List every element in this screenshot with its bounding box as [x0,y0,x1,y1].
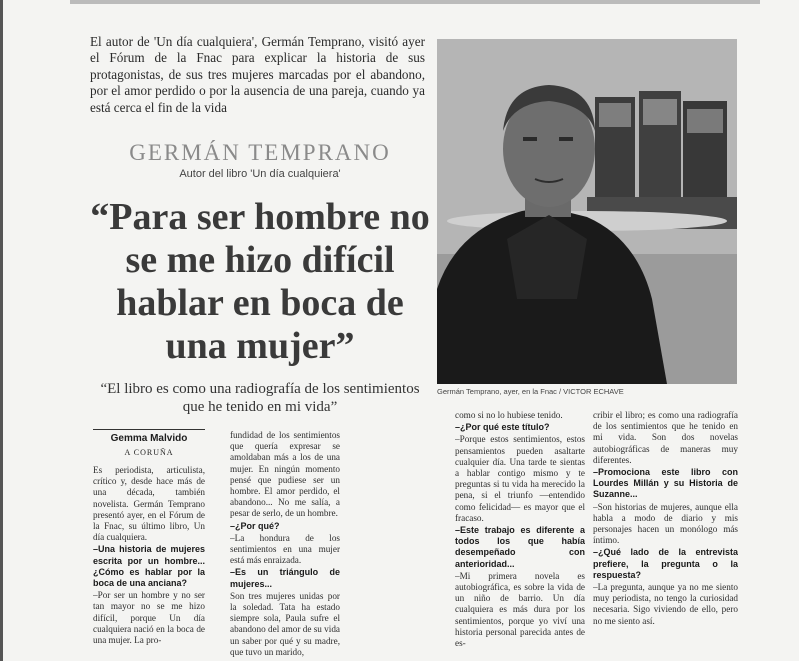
body-paragraph: –Son historias de mujeres, aunque ella habla a modo de diario y mis personajes hacen un monólogo más íntimo. [593,501,738,546]
interview-question: –¿Por qué? [230,520,280,531]
interview-question: –Una historia de mujeres escrita por un hombre... ¿Cómo es hablar por la boca de una anciana? [93,544,205,589]
body-paragraph: cribir el libro; es como una radiografía de los sentimientos que he tenido en mi vida. Son dos novelas autobiográficas de maneras muy diferentes. [593,410,738,465]
author-name: GERMÁN TEMPRANO [129,140,391,165]
article-byline: Gemma Malvido [110,433,188,444]
interview-question: –Este trabajo es diferente a todos los que había desempeñado con anterioridad... [455,525,585,569]
photo-caption: Germán Temprano, ayer, en la Fnac / VICTOR ECHAVE [437,387,624,396]
article-dateline: A CORUÑA [124,448,174,457]
body-column-4 [593,410,738,661]
article-standfirst: El autor de 'Un día cualquiera', Germán Temprano, visitó ayer el Fórum de la Fnac para explicar la historia de sus protagonistas, de sus tres mujeres marcadas por el abandono, por el amor perdido o por la ausencia de una pareja, cuando ya está cerca el fin de la vida [90,34,425,115]
byline-rule [93,429,205,430]
body-paragraph: Es periodista, articulista, crítico y, desde hace más de una década, también novelista. Germán Temprano presentó ayer, en el Fórum de la Fnac, su último libro, Un día cualquiera. [93,465,205,543]
body-paragraph: –Porque estos sentimientos, estos pensamientos pueden asaltarte cualquier día. Una tarde te sientas a hablar contigo mismo y te preguntas si tu vida ha merecido la pena, si el triunfo —entendido como felicidad— es mayor que el fracaso. [455,434,585,523]
body-column-1 [93,465,205,661]
body-column-2 [230,430,340,661]
interview-question: –¿Por qué este título? [455,422,550,433]
body-paragraph: como si no lo hubiese tenido. [455,410,563,420]
article-subhead: “El libro es como una radiografía de los sentimientos que he tenido en mi vida” [100,381,420,415]
article-headline: “Para ser hombre no se me hizo difícil hablar en boca de una mujer” [90,196,430,367]
author-role: Autor del libro 'Un día cualquiera' [179,168,341,180]
page-edge-rule [0,0,3,661]
body-paragraph: fundidad de los sentimientos que quería expresar se amoldaban más a los de una mujer. En ningún momento pensé que pudiese ser un hombre. El amor perdido, el abandono... No me salía, a pesar de serlo, de un hombre. [230,430,340,519]
body-paragraph: –Por ser un hombre y no ser tan mayor no se me hizo difícil, porque Un día cualquiera nació en la boca de una mujer. La pro- [93,590,205,646]
body-paragraph: –Mi primera novela es autobiográfica, es sobre la vida de un niño de barrio. Un día cualquiera es más dura por los sentimientos, porque yo viví una historia personal parecida antes de es- [455,570,585,649]
interview-question: –Promociona este libro con Lourdes Millán y su Historia de Suzanne... [593,467,738,500]
body-column-3 [455,410,585,661]
top-rule [70,0,760,4]
body-paragraph: Son tres mujeres unidas por la soledad. Tata ha estado siempre sola, Paula sufre el abandono del amor de su vida un saber por qué y su madre, que tuvo un marido, [230,590,340,657]
interview-question: –Es un triángulo de mujeres... [230,567,340,589]
author-photo-image [437,39,737,384]
author-photo [437,39,737,384]
body-paragraph: –La pregunta, aunque ya no me siento muy periodista, no tengo la curiosidad necesaria. Sigo viviendo de ello, pero no me siento así. [593,582,738,626]
body-paragraph: –La hondura de los sentimientos en una mujer está más enraizada. [230,532,340,566]
interview-question: –¿Qué lado de la entrevista prefiere, la pregunta o la respuesta? [593,547,738,580]
